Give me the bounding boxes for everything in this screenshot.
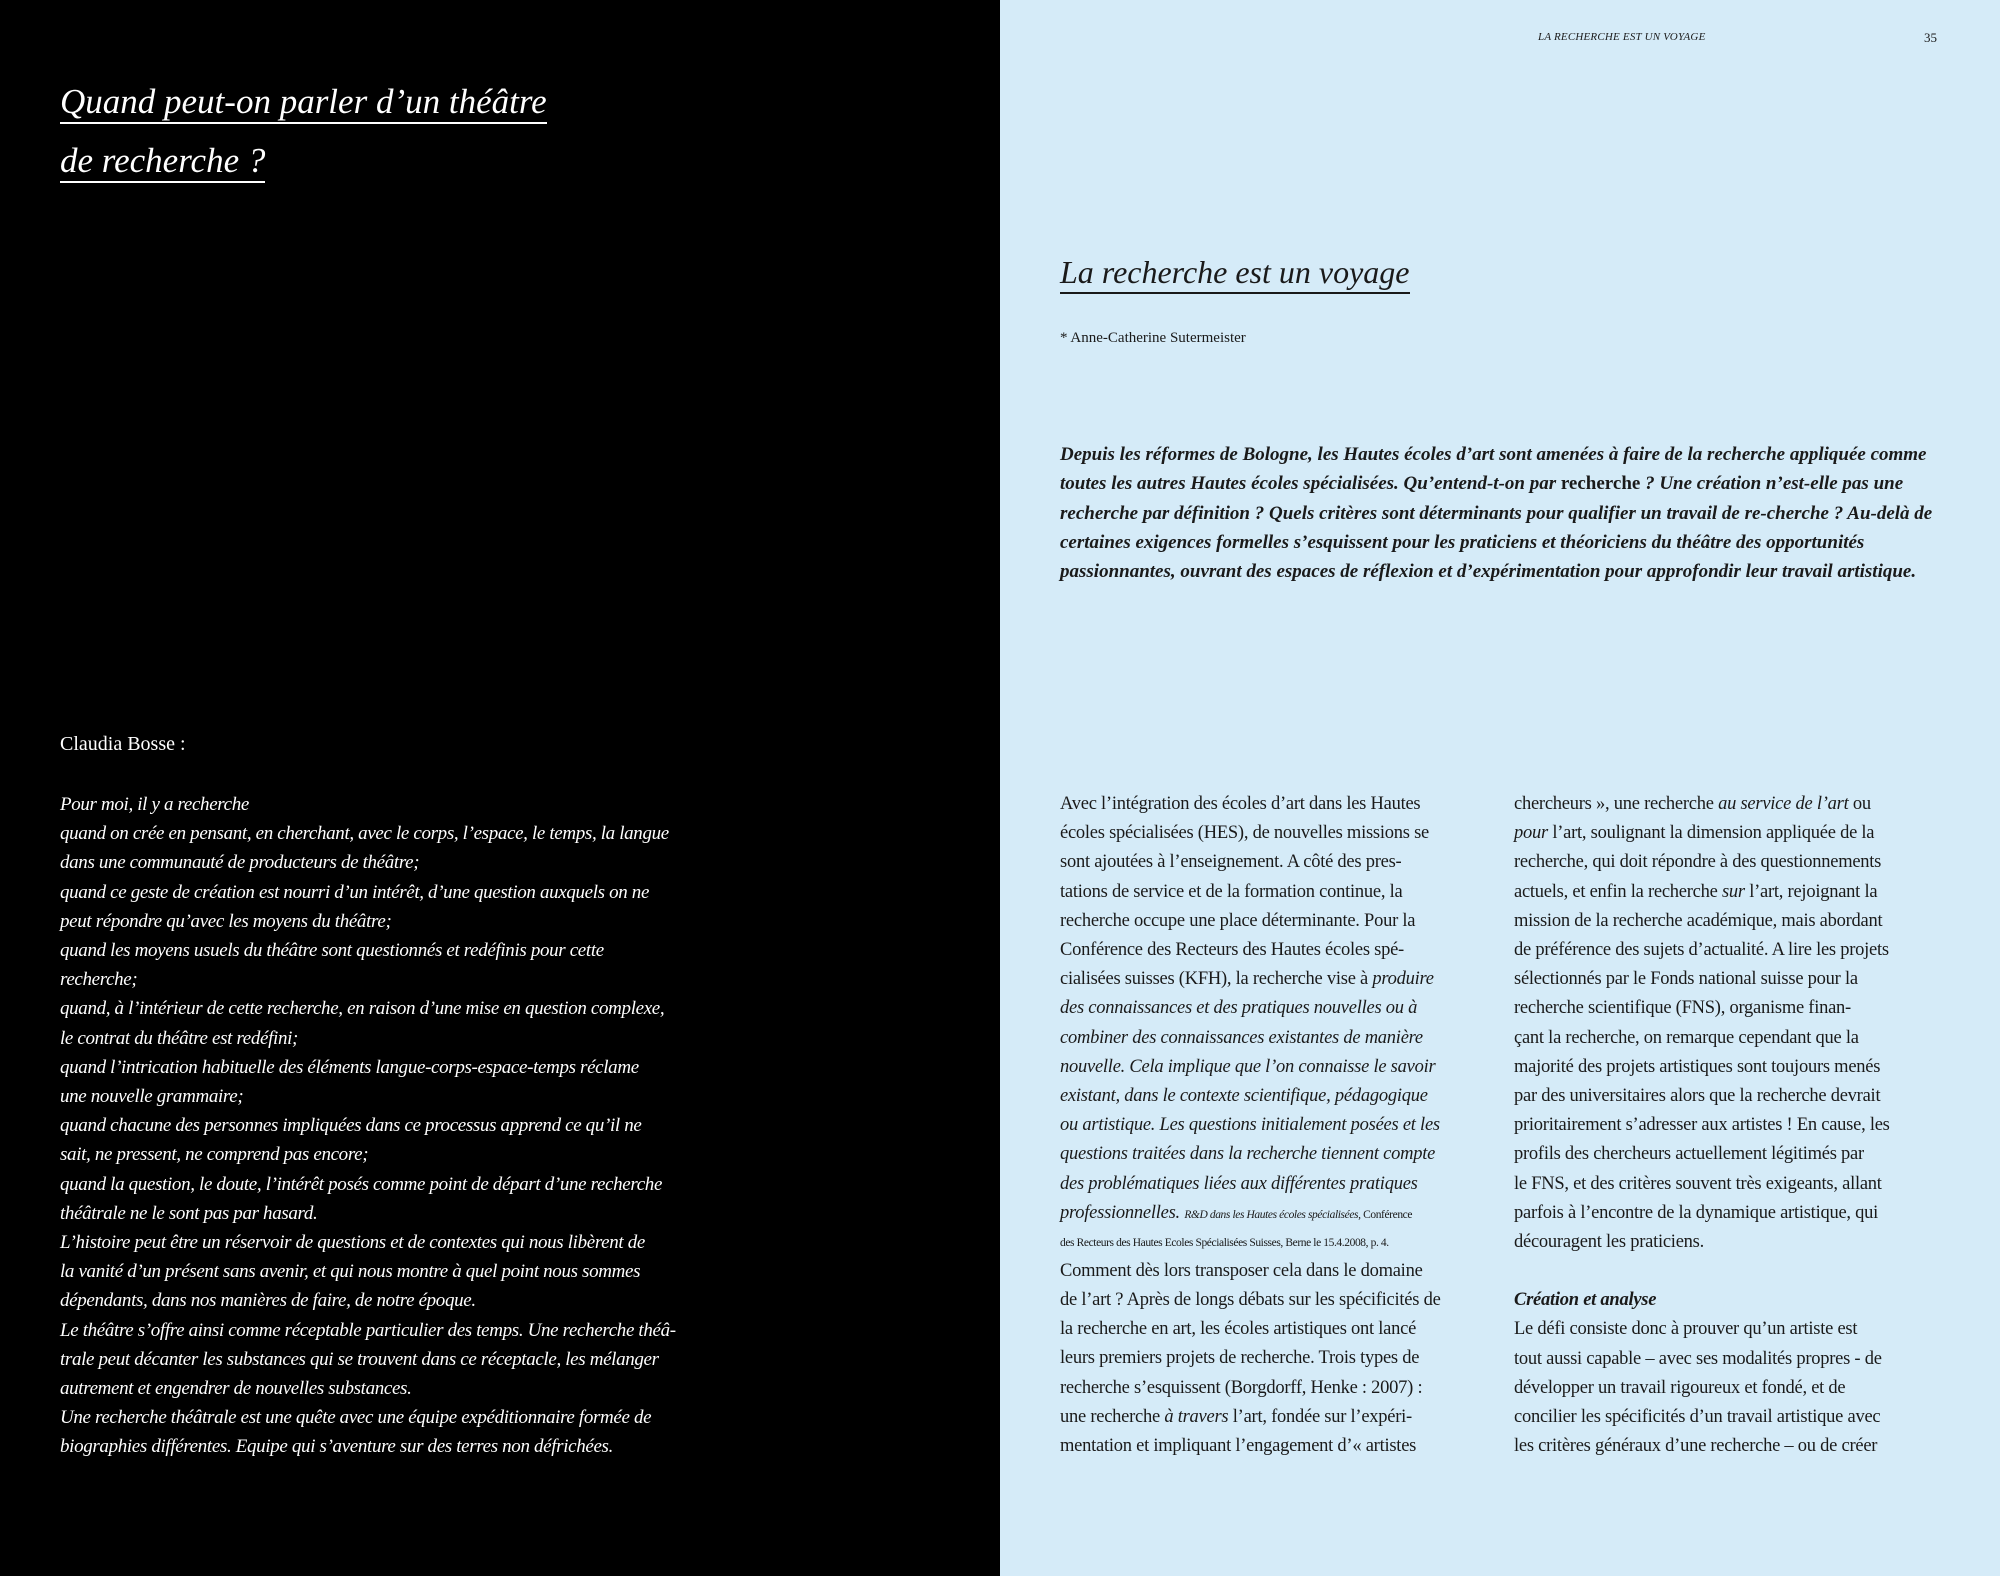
text-line: la recherche en art, les écoles artistiques ont lancé bbox=[1060, 1319, 1417, 1340]
author-byline: * Anne-Catherine Sutermeister bbox=[1060, 330, 1246, 346]
body-column-2 bbox=[1514, 790, 1954, 1461]
text-line bbox=[1514, 878, 1954, 907]
text-line: recherche s’esquissent (Borgdorff, Henke : 2007) : bbox=[1060, 1377, 1423, 1398]
text-line: sont ajoutées à l’enseignement. A côté des pres- bbox=[1060, 852, 1402, 873]
text-line bbox=[1060, 1403, 1480, 1432]
text-line: Le défi consiste donc à prouver qu’un artiste est bbox=[1514, 1319, 1858, 1340]
quoted-text-line: questions traitées dans la recherche tiennent compte bbox=[1060, 1144, 1436, 1165]
quoted-text-line: existant, dans le contexte scientifique, pédagogique bbox=[1060, 1086, 1428, 1107]
text-line: recherche, qui doit répondre à des questionnements bbox=[1514, 852, 1882, 873]
text-line bbox=[1514, 819, 1954, 848]
footnote-text: Conférence bbox=[1363, 1208, 1413, 1221]
text-line bbox=[1060, 1199, 1480, 1229]
footnote-title: R&D dans les Hautes écoles spécialisées, bbox=[1184, 1208, 1361, 1221]
quote-line: Pour moi, il y a recherche bbox=[60, 794, 249, 815]
paragraph-1 bbox=[1060, 790, 1480, 1257]
quote-line: quand l’intrication habituelle des éléments langue-corps-espace-temps réclame bbox=[60, 1056, 639, 1078]
text-line bbox=[1060, 965, 1480, 994]
footnote-reference bbox=[1184, 1209, 1412, 1221]
intro-paragraph bbox=[1060, 440, 1945, 586]
text-segment: cialisées suisses (KFH), la recherche vise à bbox=[1060, 969, 1373, 990]
left-page-title bbox=[60, 72, 700, 190]
right-page bbox=[1000, 0, 2000, 1576]
quote-line: Le théâtre s’offre ainsi comme réceptable particulier des temps. Une recherche théâ- bbox=[60, 1319, 676, 1341]
text-line: parfois à l’encontre de la dynamique artistique, qui bbox=[1514, 1202, 1879, 1223]
text-segment: ou bbox=[1848, 794, 1871, 814]
quote-text bbox=[60, 790, 750, 1462]
article-title: La recherche est un voyage bbox=[1060, 252, 1410, 294]
text-line: découragent les praticiens. bbox=[1514, 1232, 1704, 1253]
emphasis: à travers bbox=[1164, 1406, 1229, 1427]
text-line: profils des chercheurs actuellement légitimés par bbox=[1514, 1144, 1864, 1165]
text-line: développer un travail rigoureux et fondé, et de bbox=[1514, 1377, 1846, 1398]
text-line: prioritairement s’adresser aux artistes ! En cause, les bbox=[1514, 1115, 1890, 1136]
quote-line: le contrat du théâtre est redéfini; bbox=[60, 1027, 299, 1049]
quote-line: quand, à l’intérieur de cette recherche, en raison d’une mise en question complexe, bbox=[60, 998, 665, 1020]
quoted-text-line: des connaissances et des pratiques nouvelles ou à bbox=[1060, 998, 1418, 1019]
quote-line: théâtrale ne le sont pas par hasard. bbox=[60, 1202, 318, 1224]
quote-line: biographies différentes. Equipe qui s’aventure sur des terres non défrichées. bbox=[60, 1436, 613, 1458]
intro-text-start: Depuis les réformes de Bologne, les Hautes écoles d’art sont amenées à faire de la recherche appliquée comme toutes les autres Hautes écoles spécialisées. Qu’entend-t-on par bbox=[1060, 444, 1927, 495]
quote-line: quand on crée en pensant, en cherchant, avec le corps, l’espace, le temps, la langue bbox=[60, 823, 669, 845]
quote-line: la vanité d’un présent sans avenir, et qui nous montre à quel point nous sommes bbox=[60, 1261, 641, 1283]
intro-keyword: recherche bbox=[1560, 473, 1641, 495]
quoted-text-line: combiner des connaissances existantes de manière bbox=[1060, 1027, 1423, 1048]
quote-line: quand ce geste de création est nourri d’un intérêt, d’une question auxquels on ne bbox=[60, 881, 650, 903]
running-head: LA RECHERCHE EST UN VOYAGE bbox=[1538, 31, 1706, 43]
paragraph-2 bbox=[1060, 1257, 1480, 1461]
quote-line: une nouvelle grammaire; bbox=[60, 1086, 244, 1108]
quote-line: dans une communauté de producteurs de théâtre; bbox=[60, 852, 420, 874]
text-line: concilier les spécificités d’un travail artistique avec bbox=[1514, 1407, 1881, 1428]
quote-line: dépendants, dans nos manières de faire, de notre époque. bbox=[60, 1290, 476, 1312]
quote-line: peut répondre qu’avec les moyens du théâtre; bbox=[60, 910, 392, 932]
quote-line: autrement et engendrer de nouvelles substances. bbox=[60, 1378, 412, 1400]
quoted-text-line: des problématiques liées aux différentes pratiques bbox=[1060, 1173, 1418, 1194]
quote-line: Une recherche théâtrale est une quête avec une équipe expéditionnaire formée de bbox=[60, 1407, 652, 1429]
text-segment: l’art, soulignant la dimension appliquée de la bbox=[1547, 823, 1875, 844]
left-title-line-1: Quand peut-on parler d’un théâtre bbox=[60, 83, 547, 124]
section-heading: Création et analyse bbox=[1514, 1290, 1657, 1311]
section bbox=[1514, 1286, 1954, 1461]
text-segment: l’art, rejoignant la bbox=[1744, 881, 1878, 902]
text-line: de l’art ? Après de longs débats sur les spécificités de bbox=[1060, 1290, 1441, 1311]
quoted-text-line: ou artistique. Les questions initialement posées et les bbox=[1060, 1115, 1440, 1136]
text-line: leurs premiers projets de recherche. Trois types de bbox=[1060, 1348, 1420, 1369]
text-segment: une recherche bbox=[1060, 1406, 1165, 1427]
quote-line: quand chacune des personnes impliquées dans ce processus apprend ce qu’il ne bbox=[60, 1115, 642, 1137]
quote-emphasis: professionnelles. bbox=[1060, 1202, 1180, 1223]
page-number: 35 bbox=[1924, 30, 1937, 45]
text-line: écoles spécialisées (HES), de nouvelles missions se bbox=[1060, 823, 1429, 844]
quote-line: L’histoire peut être un réservoir de questions et de contextes qui nous libèrent de bbox=[60, 1232, 645, 1254]
text-line: Avec l’intégration des écoles d’art dans les Hautes bbox=[1060, 794, 1421, 814]
text-line: le FNS, et des critères souvent très exigeants, allant bbox=[1514, 1173, 1882, 1194]
text-line: mission de la recherche académique, mais abordant bbox=[1514, 910, 1883, 931]
footnote-line: des Recteurs des Hautes Ecoles Spécialisées Suisses, Berne le 15.4.2008, p. 4. bbox=[1060, 1236, 1389, 1249]
text-line: çant la recherche, on remarque cependant que la bbox=[1514, 1027, 1859, 1048]
body-column-1 bbox=[1060, 790, 1480, 1461]
quoted-text-line: nouvelle. Cela implique que l’on connaisse le savoir bbox=[1060, 1056, 1436, 1077]
text-line: majorité des projets artistiques sont toujours menés bbox=[1514, 1056, 1881, 1077]
emphasis: pour bbox=[1514, 823, 1548, 844]
quote-line: quand la question, le doute, l’intérêt posés comme point de départ d’une recherche bbox=[60, 1173, 663, 1195]
left-title-line-2: de recherche ? bbox=[60, 142, 265, 183]
emphasis: au service de l’art bbox=[1718, 794, 1849, 814]
text-line: les critères généraux d’une recherche – ou de créer bbox=[1514, 1436, 1878, 1457]
text-line bbox=[1514, 790, 1954, 819]
quote-emphasis: produire bbox=[1372, 969, 1434, 990]
quote-line: quand les moyens usuels du théâtre sont questionnés et redéfinis pour cette bbox=[60, 940, 604, 962]
text-line: Conférence des Recteurs des Hautes écoles spé- bbox=[1060, 940, 1404, 961]
paragraph-spacer bbox=[1514, 1257, 1954, 1286]
text-segment: actuels, et enfin la recherche bbox=[1514, 881, 1722, 902]
emphasis: sur bbox=[1721, 881, 1745, 902]
text-line: recherche scientifique (FNS), organisme finan- bbox=[1514, 998, 1851, 1019]
text-segment: l’art, fondée sur l’expéri- bbox=[1228, 1406, 1412, 1427]
text-line: sélectionnés par le Fonds national suisse pour la bbox=[1514, 969, 1858, 990]
intro-text-end: ? Une création n’est-elle pas une recherche par définition ? Quels critères sont déterminants pour qualifier un travail de re-cherche ? Au-delà de certaines exigences formelles s’esquissent pour les praticiens et théoriciens du théâtre des opportunités passionnantes, ouvrant des espaces de réflexion et d’expérimentation pour approfondir leur travail artistique. bbox=[1060, 473, 1933, 583]
quote-line: recherche; bbox=[60, 969, 138, 991]
text-line: par des universitaires alors que la recherche devrait bbox=[1514, 1086, 1881, 1107]
paragraph-3 bbox=[1514, 790, 1954, 1257]
quote-line: trale peut décanter les substances qui se trouvent dans ce réceptacle, les mélanger bbox=[60, 1348, 659, 1370]
text-segment: chercheurs », une recherche bbox=[1514, 794, 1719, 814]
text-line: tations de service et de la formation continue, la bbox=[1060, 881, 1403, 902]
quote-line: sait, ne pressent, ne comprend pas encore; bbox=[60, 1144, 369, 1166]
text-line: de préférence des sujets d’actualité. A lire les projets bbox=[1514, 940, 1889, 961]
text-line: tout aussi capable – avec ses modalités propres - de bbox=[1514, 1348, 1882, 1369]
text-line: mentation et impliquant l’engagement d’« artistes bbox=[1060, 1436, 1417, 1457]
text-line: recherche occupe une place déterminante. Pour la bbox=[1060, 910, 1416, 931]
speaker-name: Claudia Bosse : bbox=[60, 733, 186, 755]
text-line: Comment dès lors transposer cela dans le domaine bbox=[1060, 1260, 1423, 1281]
